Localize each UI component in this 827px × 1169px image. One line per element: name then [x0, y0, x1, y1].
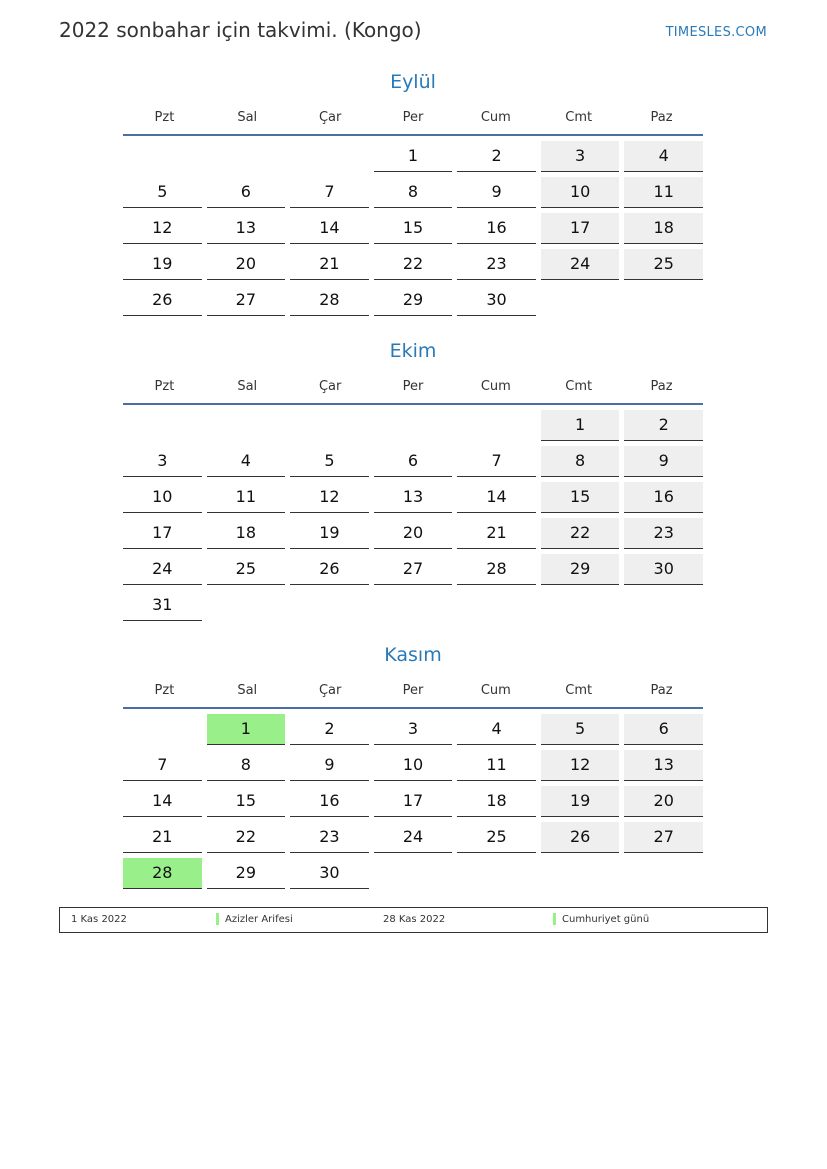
day-cell[interactable]: 20: [624, 786, 703, 817]
day-cell[interactable]: 15: [207, 786, 286, 817]
weekday-header-row: [123, 681, 703, 709]
day-cell[interactable]: 1: [541, 410, 620, 441]
day-cell[interactable]: 13: [207, 213, 286, 244]
weekday-label: Pzt: [154, 379, 175, 394]
day-cell[interactable]: 26: [290, 554, 369, 585]
day-cell[interactable]: 3: [374, 714, 453, 745]
day-cell[interactable]: 23: [290, 822, 369, 853]
day-cell[interactable]: 14: [290, 213, 369, 244]
empty-day-cell: [290, 590, 369, 620]
week-row: [123, 410, 703, 441]
empty-day-cell: [290, 141, 369, 171]
day-cell[interactable]: 29: [541, 554, 620, 585]
day-cell[interactable]: 20: [374, 518, 453, 549]
day-cell[interactable]: 31: [123, 590, 202, 621]
month-october: [123, 337, 703, 626]
day-cell[interactable]: 2: [457, 141, 536, 172]
day-cell[interactable]: 28: [123, 858, 202, 889]
day-cell[interactable]: 21: [290, 249, 369, 280]
weekday-label: Sal: [237, 379, 258, 394]
day-cell[interactable]: 30: [457, 285, 536, 316]
empty-day-cell: [457, 410, 536, 440]
weekday-label: Sal: [237, 110, 258, 125]
month-september: [123, 68, 703, 321]
weekday-label: Pzt: [154, 110, 175, 125]
day-cell[interactable]: 24: [541, 249, 620, 280]
day-cell[interactable]: 16: [457, 213, 536, 244]
day-cell[interactable]: 17: [374, 786, 453, 817]
day-cell[interactable]: 29: [374, 285, 453, 316]
weekday-label: Per: [402, 110, 424, 125]
day-cell[interactable]: 6: [624, 714, 703, 745]
day-cell[interactable]: 10: [541, 177, 620, 208]
empty-day-cell: [541, 590, 620, 620]
empty-day-cell: [290, 410, 369, 440]
legend-date: 1 Kas 2022: [71, 914, 127, 925]
empty-day-cell: [457, 590, 536, 620]
day-cell[interactable]: 24: [374, 822, 453, 853]
day-cell[interactable]: 10: [374, 750, 453, 781]
empty-day-cell: [207, 141, 286, 171]
empty-day-cell: [374, 410, 453, 440]
day-cell[interactable]: 25: [457, 822, 536, 853]
day-cell[interactable]: 19: [290, 518, 369, 549]
weekday-label: Per: [402, 683, 424, 698]
day-cell[interactable]: 23: [624, 518, 703, 549]
day-cell[interactable]: 28: [290, 285, 369, 316]
week-row: [123, 554, 703, 585]
day-cell[interactable]: 6: [374, 446, 453, 477]
day-cell[interactable]: 2: [624, 410, 703, 441]
day-cell[interactable]: 28: [457, 554, 536, 585]
day-cell[interactable]: 20: [207, 249, 286, 280]
week-row: [123, 213, 703, 244]
day-cell[interactable]: 8: [541, 446, 620, 477]
day-cell[interactable]: 10: [123, 482, 202, 513]
month-title: Eylül: [390, 71, 436, 93]
day-cell[interactable]: 16: [624, 482, 703, 513]
day-cell[interactable]: 16: [290, 786, 369, 817]
page-title: 2022 sonbahar için takvimi. (Kongo): [59, 18, 422, 42]
day-cell[interactable]: 27: [207, 285, 286, 316]
day-cell[interactable]: 13: [624, 750, 703, 781]
day-cell[interactable]: 17: [123, 518, 202, 549]
week-row: [123, 590, 703, 621]
week-row: [123, 177, 703, 208]
day-cell[interactable]: 13: [374, 482, 453, 513]
day-cell[interactable]: 4: [624, 141, 703, 172]
day-cell[interactable]: 1: [374, 141, 453, 172]
day-cell[interactable]: 5: [123, 177, 202, 208]
day-cell[interactable]: 11: [457, 750, 536, 781]
legend-color-bar: [553, 913, 556, 925]
weekday-header-row: [123, 377, 703, 405]
day-cell[interactable]: 12: [290, 482, 369, 513]
day-cell[interactable]: 25: [207, 554, 286, 585]
week-row: [123, 446, 703, 477]
day-cell[interactable]: 27: [374, 554, 453, 585]
week-rows: [123, 410, 703, 621]
day-cell[interactable]: 9: [624, 446, 703, 477]
empty-day-cell: [624, 590, 703, 620]
week-row: [123, 482, 703, 513]
empty-day-cell: [457, 858, 536, 888]
day-cell[interactable]: 12: [541, 750, 620, 781]
week-row: [123, 858, 703, 889]
empty-day-cell: [374, 858, 453, 888]
week-row: [123, 786, 703, 817]
week-rows: [123, 141, 703, 316]
weekday-label: Çar: [318, 110, 342, 125]
weekday-label: Cmt: [565, 110, 593, 125]
day-cell[interactable]: 24: [123, 554, 202, 585]
brand-link[interactable]: TIMESLES.COM: [665, 25, 767, 40]
day-cell[interactable]: 7: [457, 446, 536, 477]
day-cell[interactable]: 11: [207, 482, 286, 513]
month-title: Ekim: [389, 340, 437, 362]
empty-day-cell: [207, 410, 286, 440]
day-cell[interactable]: 14: [123, 786, 202, 817]
empty-day-cell: [123, 714, 202, 744]
day-cell[interactable]: 25: [624, 249, 703, 280]
day-cell[interactable]: 22: [207, 822, 286, 853]
day-cell[interactable]: 27: [624, 822, 703, 853]
week-row: [123, 249, 703, 280]
day-cell[interactable]: 22: [374, 249, 453, 280]
holiday-legend: [59, 907, 768, 933]
day-cell[interactable]: 8: [207, 750, 286, 781]
day-cell[interactable]: 22: [541, 518, 620, 549]
week-row: [123, 714, 703, 745]
week-row: [123, 285, 703, 316]
day-cell[interactable]: 30: [624, 554, 703, 585]
day-cell[interactable]: 26: [541, 822, 620, 853]
day-cell[interactable]: 3: [123, 446, 202, 477]
week-rows: [123, 714, 703, 889]
legend-holiday-name: Azizler Arifesi: [225, 914, 293, 925]
day-cell[interactable]: 2: [290, 714, 369, 745]
day-cell[interactable]: 5: [541, 714, 620, 745]
empty-day-cell: [624, 858, 703, 888]
week-row: [123, 518, 703, 549]
week-row: [123, 822, 703, 853]
empty-day-cell: [123, 141, 202, 171]
weekday-label: Çar: [318, 379, 342, 394]
month-title: Kasım: [384, 644, 442, 666]
week-row: [123, 750, 703, 781]
empty-day-cell: [624, 285, 703, 315]
legend-holiday-name: Cumhuriyet günü: [562, 914, 650, 925]
day-cell[interactable]: 11: [624, 177, 703, 208]
day-cell[interactable]: 7: [123, 750, 202, 781]
day-cell[interactable]: 23: [457, 249, 536, 280]
weekday-label: Çar: [318, 683, 342, 698]
day-cell[interactable]: 9: [290, 750, 369, 781]
month-november: [123, 641, 703, 894]
day-cell[interactable]: 1: [207, 714, 286, 745]
empty-day-cell: [541, 858, 620, 888]
day-cell[interactable]: 18: [624, 213, 703, 244]
day-cell[interactable]: 6: [207, 177, 286, 208]
weekday-label: Sal: [237, 683, 258, 698]
weekday-label: Cum: [480, 110, 511, 125]
day-cell[interactable]: 30: [290, 858, 369, 889]
empty-day-cell: [541, 285, 620, 315]
day-cell[interactable]: 21: [123, 822, 202, 853]
day-cell[interactable]: 26: [123, 285, 202, 316]
day-cell[interactable]: 18: [207, 518, 286, 549]
day-cell[interactable]: 17: [541, 213, 620, 244]
day-cell[interactable]: 18: [457, 786, 536, 817]
weekday-label: Cmt: [565, 379, 593, 394]
weekday-label: Paz: [650, 683, 673, 698]
empty-day-cell: [123, 410, 202, 440]
day-cell[interactable]: 21: [457, 518, 536, 549]
day-cell[interactable]: 29: [207, 858, 286, 889]
weekday-label: Paz: [650, 110, 673, 125]
day-cell[interactable]: 19: [123, 249, 202, 280]
legend-date: 28 Kas 2022: [383, 914, 446, 925]
weekday-label: Per: [402, 379, 424, 394]
day-cell[interactable]: 15: [374, 213, 453, 244]
day-cell[interactable]: 12: [123, 213, 202, 244]
day-cell[interactable]: 14: [457, 482, 536, 513]
day-cell[interactable]: 19: [541, 786, 620, 817]
weekday-label: Pzt: [154, 683, 175, 698]
day-cell[interactable]: 4: [457, 714, 536, 745]
day-cell[interactable]: 7: [290, 177, 369, 208]
legend-color-bar: [216, 913, 219, 925]
day-cell[interactable]: 3: [541, 141, 620, 172]
empty-day-cell: [207, 590, 286, 620]
day-cell[interactable]: 5: [290, 446, 369, 477]
day-cell[interactable]: 8: [374, 177, 453, 208]
weekday-label: Cmt: [565, 683, 593, 698]
weekday-label: Paz: [650, 379, 673, 394]
day-cell[interactable]: 9: [457, 177, 536, 208]
day-cell[interactable]: 15: [541, 482, 620, 513]
week-row: [123, 141, 703, 172]
weekday-label: Cum: [480, 683, 511, 698]
day-cell[interactable]: 4: [207, 446, 286, 477]
weekday-header-row: [123, 108, 703, 136]
weekday-label: Cum: [480, 379, 511, 394]
empty-day-cell: [374, 590, 453, 620]
